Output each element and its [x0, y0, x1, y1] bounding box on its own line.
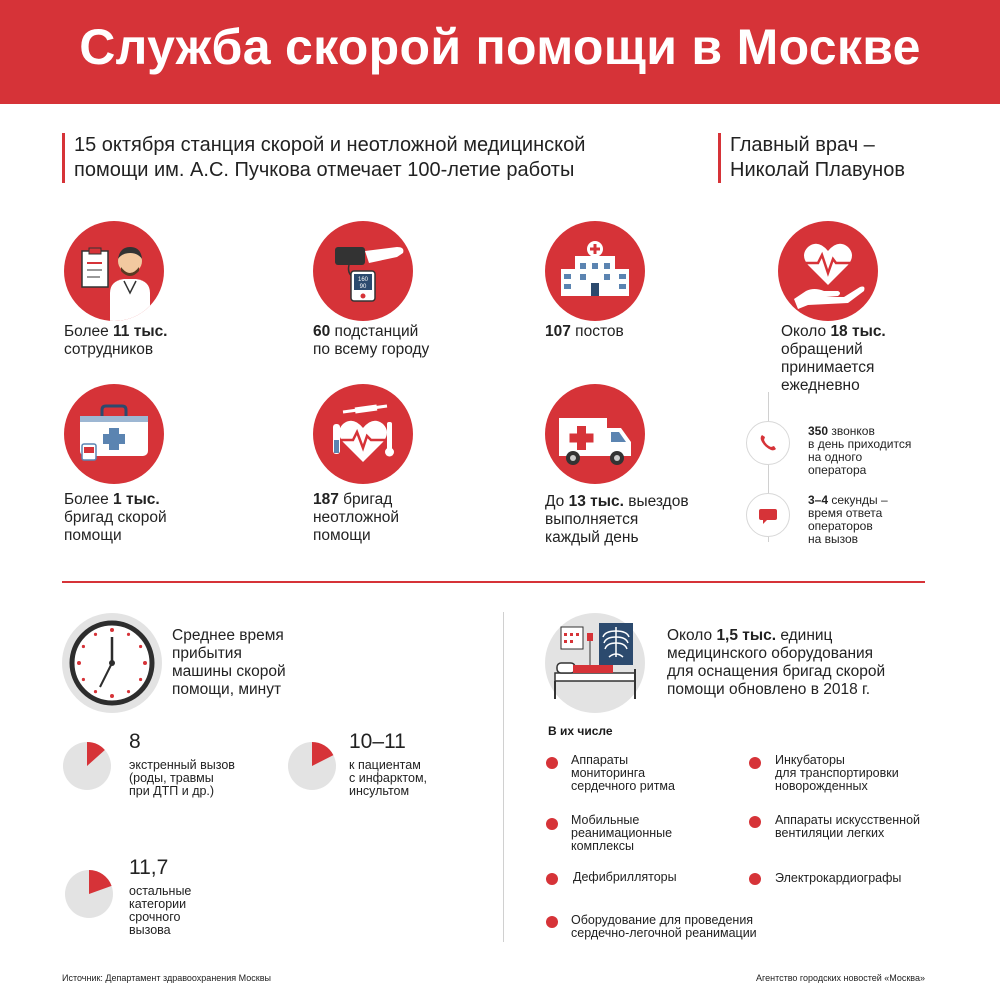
equipment-item-ecg [775, 872, 955, 885]
stat-urgent-line-2: неотложной [313, 509, 400, 526]
equipment-summary [667, 627, 947, 699]
heart-hand-icon [778, 221, 878, 321]
clock-icon [62, 613, 162, 713]
equipment-line-4: помощи обновлено в 2018 г. [667, 681, 871, 698]
bullet-dot [749, 873, 761, 885]
operator-response-line-4: на вызов [808, 532, 859, 546]
equipment-post: единиц [776, 627, 833, 644]
equipment-item-cpr [571, 914, 771, 940]
arrival-value-emergency: 8 [129, 730, 141, 753]
arrival-item-infarction [349, 730, 489, 798]
stat-trips-pre: До [545, 493, 569, 510]
operator-response-line-3: операторов [808, 519, 873, 533]
stat-employees-value: 11 тыс. [113, 323, 168, 340]
equipment-item-defibrillators [573, 871, 753, 884]
stat-trips-post: выездов [623, 493, 689, 510]
equipment-including-label: В их числе [548, 724, 613, 738]
arrival-label-infarction-1: к пациентам [349, 758, 421, 772]
stat-substations-label: по всему городу [313, 341, 430, 358]
bullet-dot [546, 916, 558, 928]
intro-line-1: 15 октября станция скорой и неотложной медицинской [74, 134, 586, 156]
stat-brigades-value: 1 тыс. [113, 491, 160, 508]
page-title: Служба скорой помощи в Москве [79, 19, 921, 75]
arrival-title [172, 627, 372, 699]
equipment-item-label: вентиляции легких [775, 826, 885, 840]
footer-agency: Агентство городских новостей «Москва» [756, 973, 925, 983]
chief-doctor [718, 133, 948, 183]
monitor-diastolic: 90 [359, 284, 367, 290]
stat-trips-value: 13 тыс. [568, 493, 624, 510]
equipment-line-3: для оснащения бригад скорой [667, 663, 886, 680]
stat-calls-line-4: ежедневно [781, 377, 860, 394]
arrival-title-4: помощи, минут [172, 681, 282, 698]
ambulance-icon [545, 384, 645, 484]
stat-substations-value: 60 [313, 323, 331, 340]
arrival-item-other [129, 856, 289, 937]
stat-posts-label: постов [570, 323, 624, 340]
operator-calls-line-4: оператора [808, 463, 867, 477]
bullet-dot [546, 818, 558, 830]
stat-calls-value: 18 тыс. [830, 323, 886, 340]
equipment-item-label: реанимационные [571, 826, 673, 840]
equipment-item-ventilators [775, 814, 955, 840]
pie-infarction [287, 741, 337, 791]
stat-brigades-line-3: помощи [64, 527, 122, 544]
operator-calls-value: 350 [808, 424, 829, 438]
footer-source: Источник: Департамент здравоохранения Москвы [62, 973, 271, 983]
monitor-systolic: 160 [357, 277, 369, 283]
stat-posts [545, 323, 745, 341]
blood-pressure-icon [313, 221, 413, 321]
equipment-item-incubators [775, 754, 955, 793]
equipment-item-label: комплексы [571, 839, 635, 853]
equipment-item-label: Аппараты искусственной [775, 813, 921, 827]
stat-employees [64, 323, 264, 359]
equipment-icon [545, 613, 645, 713]
operator-calls-line-3: на одного [808, 450, 863, 464]
arrival-label-emergency-1: экстренный вызов [129, 758, 235, 772]
stat-brigades-line-2: бригад скорой [64, 509, 167, 526]
header-banner [0, 0, 1000, 104]
stat-urgent-value: 187 [313, 491, 339, 508]
stat-urgent-post: бригад [338, 491, 393, 508]
bullet-dot [749, 816, 761, 828]
arrival-value-infarction: 10–11 [349, 730, 406, 753]
operator-response [808, 494, 958, 546]
operator-response-post: секунды – [828, 493, 888, 507]
bullet-dot [546, 757, 558, 769]
equipment-line-2: медицинского оборудования [667, 645, 874, 662]
equipment-value: 1,5 тыс. [716, 627, 777, 644]
equipment-item-label: сердечного ритма [571, 779, 675, 793]
pie-emergency [62, 741, 112, 791]
doctor-icon [64, 221, 164, 321]
arrival-label-other-3: срочного [129, 910, 181, 924]
hospital-icon [545, 221, 645, 321]
stat-posts-value: 107 [545, 323, 571, 340]
stat-calls-line-2: обращений [781, 341, 863, 358]
equipment-item-label: мониторинга [571, 766, 646, 780]
arrival-label-other-2: категории [129, 897, 187, 911]
operator-calls-line-2: в день приходится [808, 437, 912, 451]
stat-employees-label: сотрудников [64, 341, 154, 358]
stat-substations-post: подстанций [330, 323, 419, 340]
stat-calls-pre: Около [781, 323, 831, 340]
operator-response-value: 3–4 [808, 493, 829, 507]
intro-line-2: помощи им. А.С. Пучкова отмечает 100-летие работы [74, 159, 575, 181]
equipment-item-label: Инкубаторы [775, 753, 845, 767]
pie-other [64, 869, 114, 919]
section-divider [62, 581, 925, 583]
equipment-item-label: Дефибрилляторы [573, 870, 677, 884]
equipment-pre: Около [667, 627, 717, 644]
stat-brigades-pre: Более [64, 491, 114, 508]
stat-urgent-line-3: помощи [313, 527, 371, 544]
arrival-label-infarction-2: с инфарктом, [349, 771, 428, 785]
chat-bubble-icon [746, 493, 790, 537]
equipment-item-label: Мобильные [571, 813, 640, 827]
operator-response-line-2: время ответа [808, 506, 883, 520]
arrival-value-other: 11,7 [129, 856, 169, 879]
stat-brigades [64, 491, 264, 545]
heart-syringe-icon [313, 384, 413, 484]
stat-trips-line-3: каждый день [545, 529, 639, 546]
chief-line-2: Николай Плавунов [730, 159, 905, 181]
stat-urgent [313, 491, 513, 545]
stat-substations [313, 323, 513, 359]
stat-trips-line-2: выполняется [545, 511, 639, 528]
operator-calls [808, 425, 958, 477]
arrival-label-other-1: остальные [129, 884, 192, 898]
bullet-dot [546, 873, 558, 885]
equipment-item-label: Электрокардиографы [775, 871, 902, 885]
arrival-item-emergency [129, 730, 289, 798]
equipment-item-label: сердечно-легочной реанимации [571, 926, 757, 940]
equipment-item-label: для транспортировки [775, 766, 899, 780]
column-divider [503, 612, 504, 942]
arrival-label-infarction-3: инсультом [349, 784, 410, 798]
equipment-item-label: Аппараты [571, 753, 629, 767]
equipment-item-label: новорожденных [775, 779, 868, 793]
medical-case-icon [64, 384, 164, 484]
stat-employees-pre: Более [64, 323, 114, 340]
arrival-label-emergency-2: (роды, травмы [129, 771, 214, 785]
equipment-item-label: Оборудование для проведения [571, 913, 754, 927]
equipment-item-mobile-resus [571, 814, 751, 853]
intro-text [62, 133, 682, 183]
arrival-label-emergency-3: при ДТП и др.) [129, 784, 215, 798]
stat-trips [545, 493, 745, 547]
operator-calls-post: звонков [828, 424, 875, 438]
arrival-title-2: прибытия [172, 645, 242, 662]
stat-calls [781, 323, 981, 395]
bullet-dot [749, 757, 761, 769]
stat-calls-line-3: принимается [781, 359, 875, 376]
phone-icon [746, 421, 790, 465]
arrival-title-1: Среднее время [172, 627, 284, 644]
chief-line-1: Главный врач – [730, 134, 875, 156]
arrival-title-3: машины скорой [172, 663, 286, 680]
arrival-label-other-4: вызова [129, 923, 171, 937]
equipment-item-heart-monitor [571, 754, 751, 793]
